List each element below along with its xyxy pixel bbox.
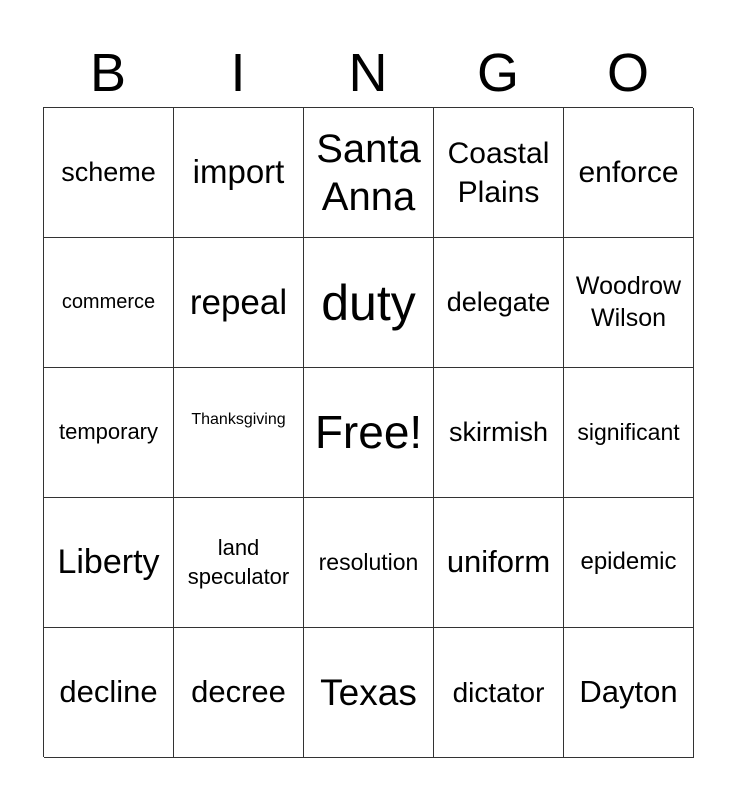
header-letter-g: G — [476, 43, 519, 103]
cell-text: duty — [321, 274, 416, 331]
bingo-header — [43, 40, 693, 106]
cell-text: delegate — [446, 287, 551, 318]
cell-text: resolution — [318, 548, 419, 575]
cell-text: Woodrow Wilson — [575, 272, 682, 332]
cell-text: decline — [59, 674, 158, 710]
free-space: Free! — [314, 405, 423, 458]
cell-text: commerce — [61, 291, 156, 314]
cell-text: repeal — [189, 282, 288, 322]
bingo-cell[interactable] — [304, 108, 434, 238]
cell-text: uniform — [446, 544, 551, 580]
cell-text: Texas — [320, 671, 417, 713]
cell-text: Coastal Plains — [447, 136, 550, 209]
header-letter-n: N — [348, 43, 388, 103]
cell-text: Thanksgiving — [191, 410, 286, 428]
bingo-cell[interactable] — [174, 238, 304, 368]
cell-text: significant — [577, 418, 680, 445]
bingo-cell[interactable] — [304, 628, 434, 758]
bingo-cell[interactable] — [564, 108, 694, 238]
cell-text: temporary — [58, 419, 159, 445]
bingo-cell[interactable] — [564, 628, 694, 758]
bingo-cell[interactable] — [434, 628, 564, 758]
bingo-cell[interactable] — [174, 498, 304, 628]
cell-text: land speculator — [187, 534, 290, 589]
cell-text: enforce — [578, 155, 679, 189]
bingo-cell[interactable] — [434, 368, 564, 498]
cell-text: Liberty — [57, 543, 160, 582]
bingo-cell[interactable] — [304, 238, 434, 368]
bingo-board — [43, 107, 693, 757]
bingo-cell[interactable] — [304, 368, 434, 498]
bingo-cell[interactable] — [564, 368, 694, 498]
cell-text: epidemic — [580, 548, 677, 576]
cell-text: skirmish — [449, 417, 548, 448]
bingo-cell[interactable] — [434, 498, 564, 628]
bingo-cell[interactable] — [44, 628, 174, 758]
cell-text: Santa Anna — [316, 126, 421, 219]
header-letter-i: I — [230, 43, 246, 103]
bingo-cell[interactable] — [174, 108, 304, 238]
cell-text: Dayton — [579, 674, 678, 710]
bingo-cell[interactable] — [44, 108, 174, 238]
bingo-cell[interactable] — [434, 108, 564, 238]
bingo-cell[interactable] — [174, 628, 304, 758]
header-letter-b: B — [89, 43, 127, 103]
header-letter-o: O — [606, 43, 649, 103]
cell-text: decree — [191, 674, 286, 710]
bingo-cell[interactable] — [564, 238, 694, 368]
bingo-cell[interactable] — [44, 238, 174, 368]
cell-text: scheme — [61, 157, 156, 188]
bingo-cell[interactable] — [434, 238, 564, 368]
bingo-cell[interactable] — [174, 368, 304, 498]
bingo-cell[interactable] — [44, 498, 174, 628]
bingo-cell[interactable] — [304, 498, 434, 628]
bingo-cell[interactable] — [44, 368, 174, 498]
cell-text: dictator — [452, 676, 545, 708]
bingo-cell[interactable] — [564, 498, 694, 628]
cell-text: import — [192, 153, 285, 191]
